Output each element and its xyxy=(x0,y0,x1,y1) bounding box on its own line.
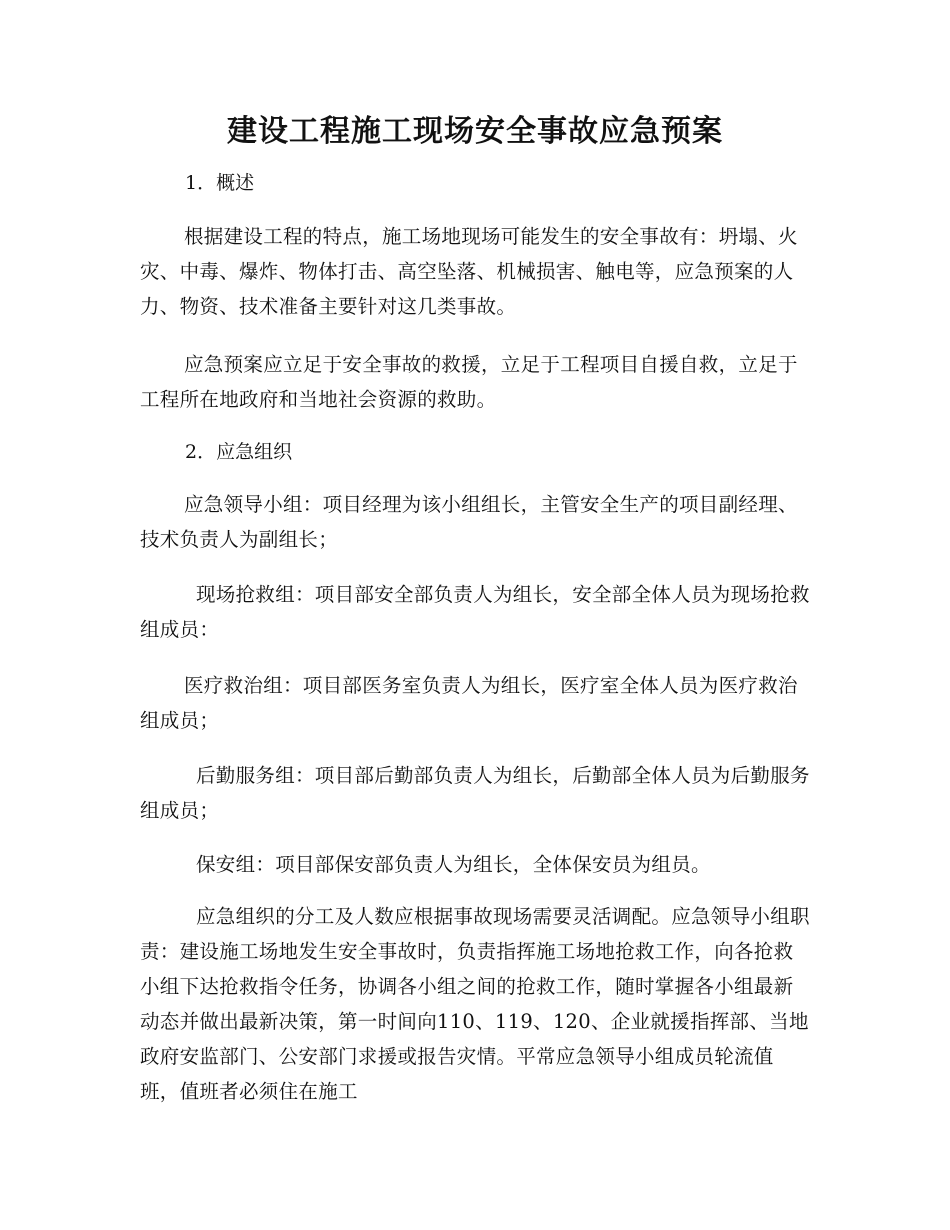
paragraph-onsite-rescue-group: 现场抢救组：项目部安全部负责人为组长，安全部全体人员为现场抢救组成员： xyxy=(140,583,810,641)
section-heading-overview: 1．概述 xyxy=(185,172,255,194)
paragraph-rescue-principle: 应急预案应立足于安全事故的救援，立足于工程项目自援自救，立足于工程所在地政府和当地社会资源的救助。 xyxy=(140,353,798,411)
paragraph-organization-duties: 应急组织的分工及人数应根据事故现场需要灵活调配。应急领导小组职责：建设施工场地发生安全事故时，负责指挥施工场地抢救工作，向各抢救小组下达抢救指令任务，协调各小组之间的抢救工作，随时掌握各小组最新动态并做出最新决策，第一时间向110、119、120、企业就援指挥部、当地政府安监部门、公安部门求援或报告灾情。平常应急领导小组成员轮流值班，值班者必须住在施工 xyxy=(140,905,810,1103)
section-heading-emergency-organization: 2．应急组织 xyxy=(185,441,293,463)
document-title: 建设工程施工现场安全事故应急预案 xyxy=(227,114,723,149)
paragraph-medical-group: 医疗救治组：项目部医务室负责人为组长，医疗室全体人员为医疗救治组成员； xyxy=(140,674,798,732)
paragraph-leadership-group: 应急领导小组：项目经理为该小组组长，主管安全生产的项目副经理、技术负责人为副组长； xyxy=(140,493,798,551)
paragraph-logistics-group: 后勤服务组：项目部后勤部负责人为组长，后勤部全体人员为后勤服务组成员； xyxy=(140,764,810,822)
paragraph-security-group: 保安组：项目部保安部负责人为组长，全体保安员为组员。 xyxy=(196,853,711,876)
paragraph-accident-types: 根据建设工程的特点，施工场地现场可能发生的安全事故有：坍塌、火灾、中毒、爆炸、物体打击、高空坠落、机械损害、触电等，应急预案的人力、物资、技术准备主要针对这几类事故。 xyxy=(140,225,798,318)
